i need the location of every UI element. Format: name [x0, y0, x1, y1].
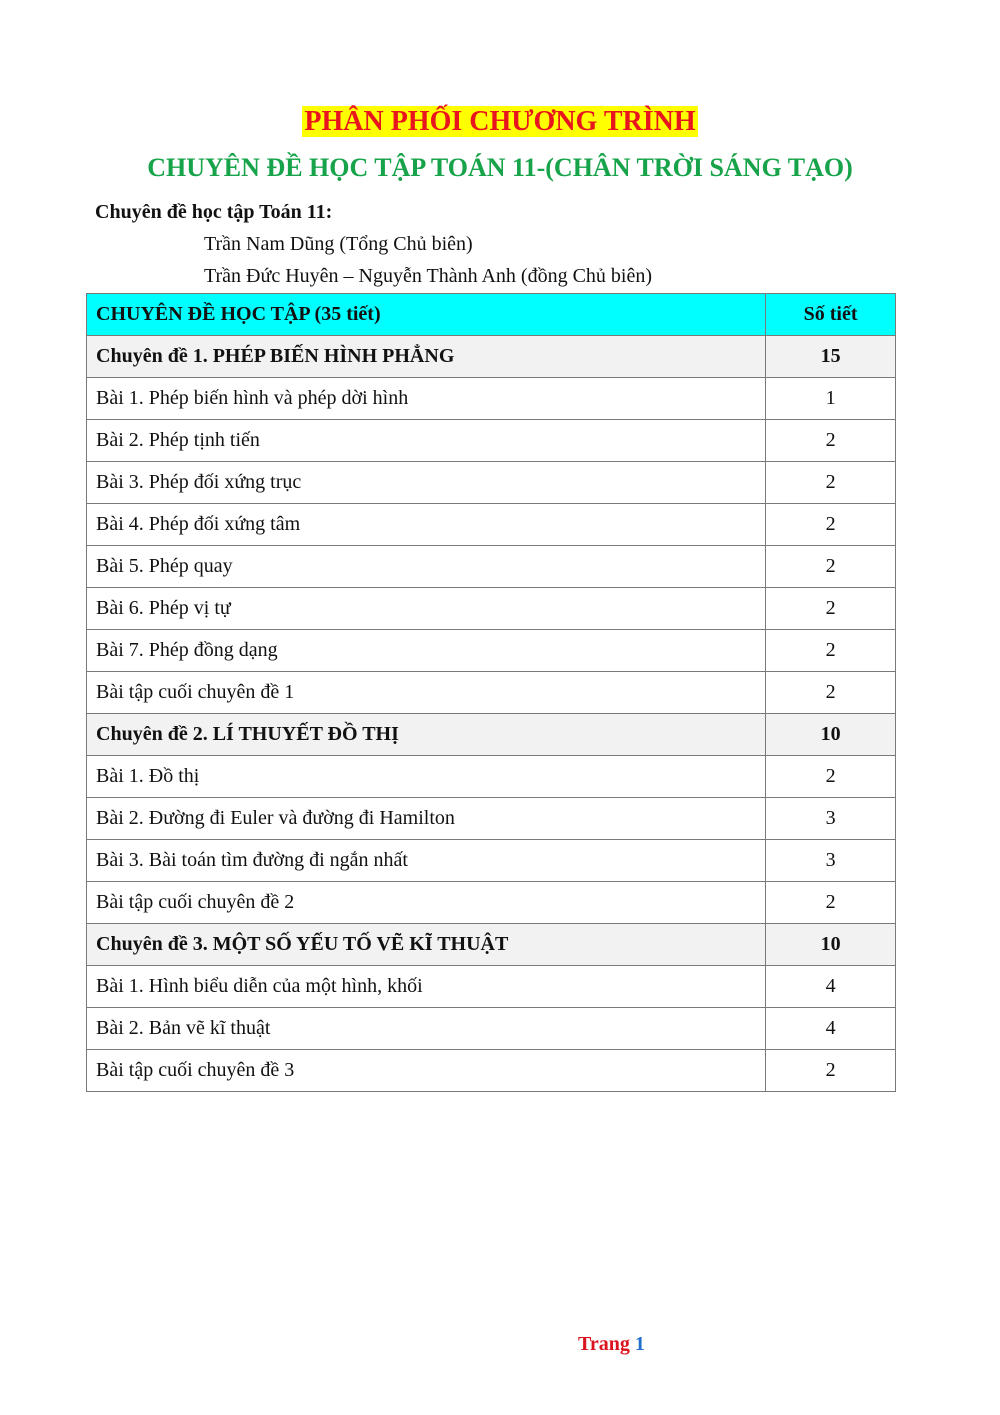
table-row: [87, 588, 896, 630]
table-row: [87, 966, 896, 1008]
topic-cell: Chuyên đề 1. PHÉP BIẾN HÌNH PHẲNG: [87, 336, 766, 378]
topic-cell: Chuyên đề 3. MỘT SỐ YẾU TỐ VẼ KĨ THUẬT: [87, 924, 766, 966]
chapter-row: [87, 924, 896, 966]
table-row: [87, 672, 896, 714]
table-row: [87, 462, 896, 504]
table-header-row: [87, 294, 896, 336]
document-title-container: [0, 104, 1000, 140]
table-row: [87, 420, 896, 462]
table-row: [87, 630, 896, 672]
document-title: PHÂN PHỐI CHƯƠNG TRÌNH: [304, 106, 696, 137]
table-row: [87, 1008, 896, 1050]
curriculum-table-body: [87, 294, 896, 1092]
chapter-row: [87, 336, 896, 378]
chapter-row: [87, 714, 896, 756]
periods-cell: 2: [766, 756, 896, 798]
footer-page-number: 1: [634, 1333, 645, 1355]
periods-cell: 10: [766, 924, 896, 966]
periods-cell: 2: [766, 588, 896, 630]
periods-cell: 4: [766, 966, 896, 1008]
table-row: [87, 882, 896, 924]
table-row: [87, 378, 896, 420]
topic-cell: Bài tập cuối chuyên đề 1: [87, 672, 766, 714]
topic-cell: Bài 3. Phép đối xứng trục: [87, 462, 766, 504]
table-row: [87, 1050, 896, 1092]
topic-cell: Bài 5. Phép quay: [87, 546, 766, 588]
topic-cell: Bài 2. Bản vẽ kĩ thuật: [87, 1008, 766, 1050]
periods-cell: 3: [766, 840, 896, 882]
periods-cell: 2: [766, 462, 896, 504]
periods-cell: 3: [766, 798, 896, 840]
topic-cell: Chuyên đề 2. LÍ THUYẾT ĐỒ THỊ: [87, 714, 766, 756]
periods-cell: 4: [766, 1008, 896, 1050]
topic-cell: Bài 1. Đồ thị: [87, 756, 766, 798]
page-footer: [578, 1332, 645, 1356]
table-row: [87, 504, 896, 546]
footer-label: Trang: [578, 1333, 630, 1355]
topic-cell: Bài 6. Phép vị tự: [87, 588, 766, 630]
topic-cell: Bài 3. Bài toán tìm đường đi ngắn nhất: [87, 840, 766, 882]
curriculum-table: [86, 293, 896, 1092]
periods-cell: 2: [766, 672, 896, 714]
topic-cell: Bài 7. Phép đồng dạng: [87, 630, 766, 672]
book-label: Chuyên đề học tập Toán 11:: [95, 201, 333, 223]
periods-cell: 2: [766, 504, 896, 546]
topic-cell: Bài tập cuối chuyên đề 2: [87, 882, 766, 924]
header-topic-cell: CHUYÊN ĐỀ HỌC TẬP (35 tiết): [87, 294, 766, 336]
periods-cell: 2: [766, 1050, 896, 1092]
table-row: [87, 756, 896, 798]
header-periods-cell: Số tiết: [766, 294, 896, 336]
author-line-1: Trần Nam Dũng (Tổng Chủ biên): [204, 233, 473, 255]
topic-cell: Bài 2. Đường đi Euler và đường đi Hamilton: [87, 798, 766, 840]
periods-cell: 2: [766, 630, 896, 672]
table-row: [87, 798, 896, 840]
author-line-2: Trần Đức Huyên – Nguyễn Thành Anh (đồng Chủ biên): [204, 265, 653, 287]
topic-cell: Bài 4. Phép đối xứng tâm: [87, 504, 766, 546]
topic-cell: Bài 1. Phép biến hình và phép dời hình: [87, 378, 766, 420]
periods-cell: 2: [766, 420, 896, 462]
periods-cell: 2: [766, 882, 896, 924]
periods-cell: 15: [766, 336, 896, 378]
topic-cell: Bài 2. Phép tịnh tiến: [87, 420, 766, 462]
topic-cell: Bài tập cuối chuyên đề 3: [87, 1050, 766, 1092]
periods-cell: 2: [766, 546, 896, 588]
periods-cell: 1: [766, 378, 896, 420]
topic-cell: Bài 1. Hình biểu diễn của một hình, khối: [87, 966, 766, 1008]
table-row: [87, 840, 896, 882]
periods-cell: 10: [766, 714, 896, 756]
document-subtitle: CHUYÊN ĐỀ HỌC TẬP TOÁN 11-(CHÂN TRỜI SÁNG TẠO): [147, 153, 853, 182]
table-row: [87, 546, 896, 588]
